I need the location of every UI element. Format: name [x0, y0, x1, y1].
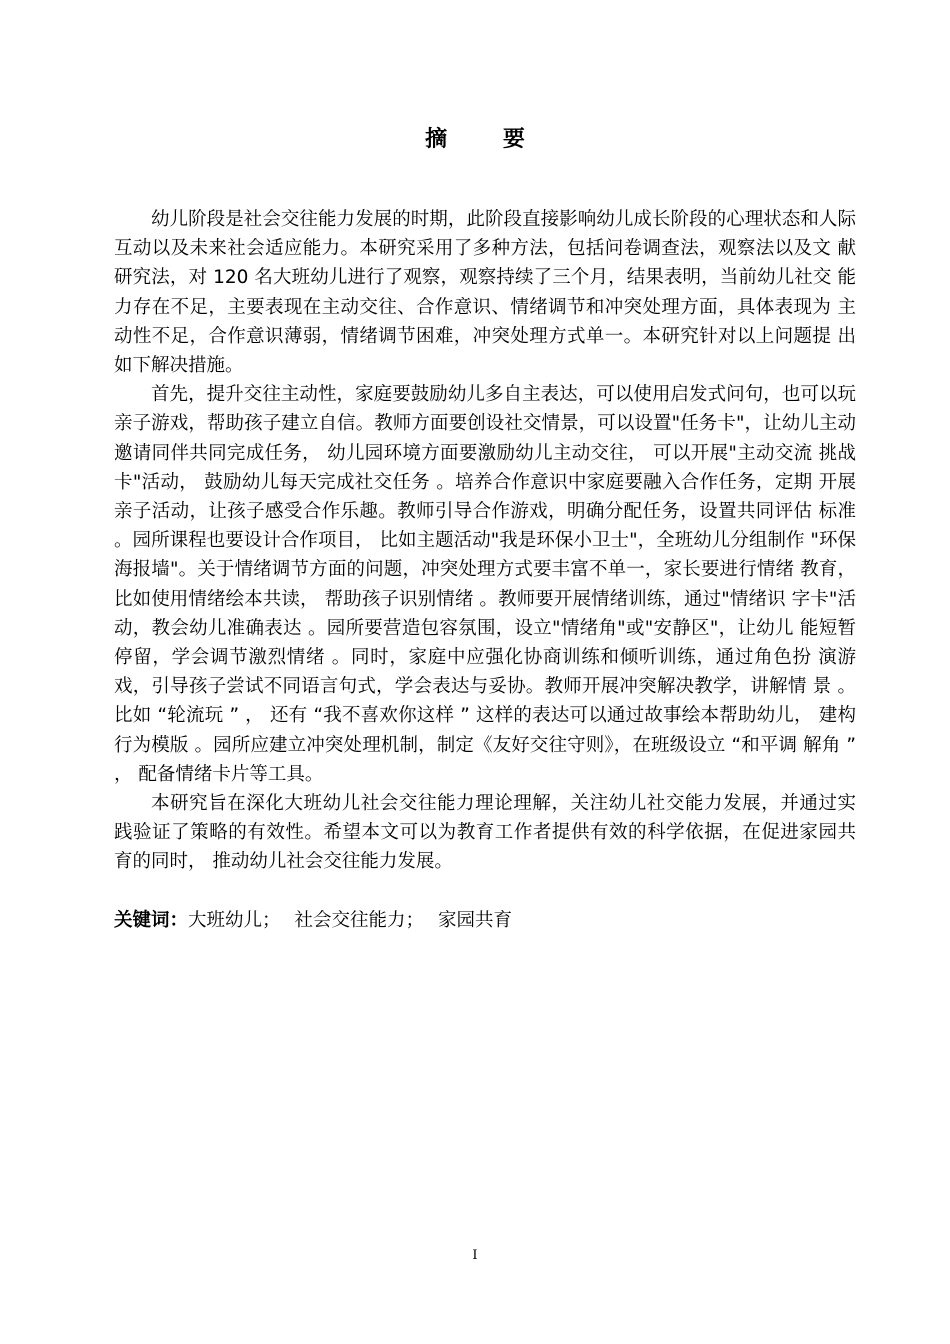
keyword-item: 社会交往能力； [294, 910, 425, 931]
page-number: I [472, 1248, 478, 1263]
keyword-item: 家园共育 [438, 910, 513, 931]
abstract-body [114, 205, 856, 877]
keywords-line [114, 906, 526, 935]
abstract-paragraph-2: 首先，提升交往主动性，家庭要鼓励幼儿多自主表达，可以使用启发式问句，也可以玩亲子游戏，帮助孩子建立自信。教师方面要创设社交情景，可以设置"任务卡"，让幼儿主动邀请同伴共同完成任务， 幼儿园环境方面要激励幼儿主动交往， 可以开展"主动交流 挑战卡"活动， 鼓励幼儿每天完成社交任务 。培养合作意识中家庭要融入合作任务，定期 开展亲子活动，让孩子感受合作乐趣。教师引导合作游戏，明确分配任务，设置共同评估 标准 。园所课程也要设计合作项目， 比如主题活动"我是环保小卫士"，全班幼儿分组制作 "环保海报墙"。关于情绪调节方面的问题，冲突处理方式要丰富不单一，家长要进行情绪 教育， 比如使用情绪绘本共读， 帮助孩子识别情绪 。教师要开展情绪训练，通过"情绪识 字卡"活动，教会幼儿准确表达 。园所要营造包容氛围，设立"情绪角"或"安静区"，让幼儿 能短暂停留，学会调节激烈情绪 。同时，家庭中应强化协商训练和倾听训练，通过角色扮 演游戏，引导孩子尝试不同语言句式，学会表达与妥协。教师开展冲突解决教学，讲解情 景 。 比如 “轮流玩 ” ， 还有 “我不喜欢你这样 ” 这样的表达可以通过故事绘本帮助幼儿， 建构行为模版 。园所应建立冲突处理机制，制定《友好交往守则》，在班级设立 “和平调 解角 ” ， 配备情绪卡片等工具。 [114, 384, 856, 785]
abstract-paragraph-3: 本研究旨在深化大班幼儿社会交往能力理论理解，关注幼儿社交能力发展，并通过实 践验证了策略的有效性。希望本文可以为教育工作者提供有效的科学依据，在促进家园共 育的同时， 推动幼儿社会交往能力发展。 [114, 793, 856, 873]
abstract-paragraph-1: 幼儿阶段是社会交往能力发展的时期，此阶段直接影响幼儿成长阶段的心理状态和人际互动以及未来社会适应能力。本研究采用了多种方法，包括问卷调查法，观察法以及文 献研究法，对 120 名大班幼儿进行了观察，观察持续了三个月，结果表明，当前幼儿社交 能力存在不足，主要表现在主动交往、合作意识、情绪调节和冲突处理方面，具体表现为 主动性不足，合作意识薄弱，情绪调节困难，冲突处理方式单一。本研究针对以上问题提 出如下解决措施。 [114, 209, 856, 377]
keyword-item: 大班幼儿； [188, 910, 281, 931]
keywords-label: 关键词： [114, 910, 189, 931]
abstract-title: 摘 要 [425, 127, 549, 152]
